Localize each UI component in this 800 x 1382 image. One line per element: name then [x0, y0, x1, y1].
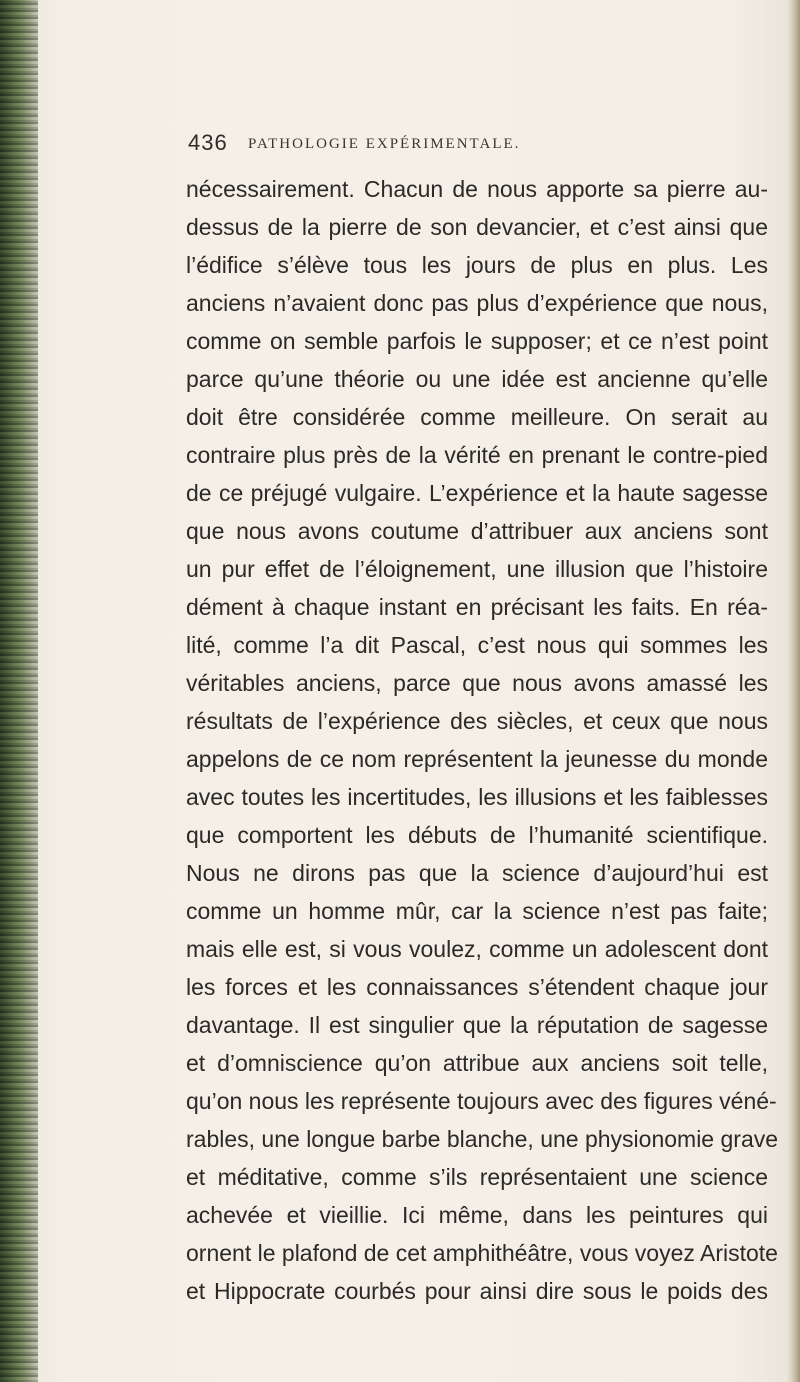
text-line: de ce préjugé vulgaire. L’expérience et la haute sagesse: [186, 480, 768, 506]
text-line: appelons de ce nom représentent la jeunesse du monde: [186, 746, 768, 772]
body-text: [186, 170, 779, 1310]
text-line: contraire plus près de la vérité en prenant le contre-pied: [186, 442, 768, 468]
page-header: [188, 130, 748, 164]
text-line: parce qu’une théorie ou une idée est ancienne qu’elle: [186, 366, 768, 392]
text-line: lité, comme l’a dit Pascal, c’est nous qui sommes les: [186, 632, 768, 658]
text-line: doit être considérée comme meilleure. On serait au: [186, 404, 768, 430]
text-line: Nous ne dirons pas que la science d’aujourd’hui est: [186, 860, 768, 886]
page-number: 436: [188, 130, 228, 155]
text-line: dessus de la pierre de son devancier, et c’est ainsi que: [186, 214, 768, 240]
text-line: dément à chaque instant en précisant les faits. En réa-: [186, 594, 768, 620]
text-line: anciens n’avaient donc pas plus d’expérience que nous,: [186, 290, 768, 316]
text-line: que nous avons coutume d’attribuer aux anciens sont: [186, 518, 768, 544]
text-line: que comportent les débuts de l’humanité scientifique.: [186, 822, 768, 848]
page-right-edge: [786, 0, 800, 1382]
text-line: avec toutes les incertitudes, les illusions et les faiblesses: [186, 784, 768, 810]
text-line: mais elle est, si vous voulez, comme un adolescent dont: [186, 936, 768, 962]
text-line: ornent le plafond de cet amphithéâtre, vous voyez Aristote: [186, 1240, 778, 1266]
text-line: achevée et vieillie. Ici même, dans les peintures qui: [186, 1202, 768, 1228]
text-line: les forces et les connaissances s’étendent chaque jour: [186, 974, 768, 1000]
text-line: véritables anciens, parce que nous avons amassé les: [186, 670, 768, 696]
text-line: qu’on nous les représente toujours avec des figures véné-: [186, 1088, 777, 1114]
text-line: un pur effet de l’éloignement, une illusion que l’histoire: [186, 556, 768, 582]
text-line: et d’omniscience qu’on attribue aux anciens soit telle,: [186, 1050, 768, 1076]
running-title: PATHOLOGIE EXPÉRIMENTALE.: [248, 136, 521, 152]
text-line: et méditative, comme s’ils représentaient une science: [186, 1164, 768, 1190]
text-line: l’édifice s’élève tous les jours de plus en plus. Les: [186, 252, 768, 278]
text-line: comme un homme mûr, car la science n’est pas faite;: [186, 898, 768, 924]
text-line: davantage. Il est singulier que la réputation de sagesse: [186, 1012, 768, 1038]
text-line: rables, une longue barbe blanche, une physionomie grave: [186, 1126, 779, 1152]
text-line: résultats de l’expérience des siècles, et ceux que nous: [186, 708, 768, 734]
text-line: nécessairement. Chacun de nous apporte sa pierre au-: [186, 176, 768, 202]
page-binding-edge: [0, 0, 38, 1382]
text-line: comme on semble parfois le supposer; et ce n’est point: [186, 328, 768, 354]
text-line: et Hippocrate courbés pour ainsi dire sous le poids des: [186, 1278, 768, 1304]
